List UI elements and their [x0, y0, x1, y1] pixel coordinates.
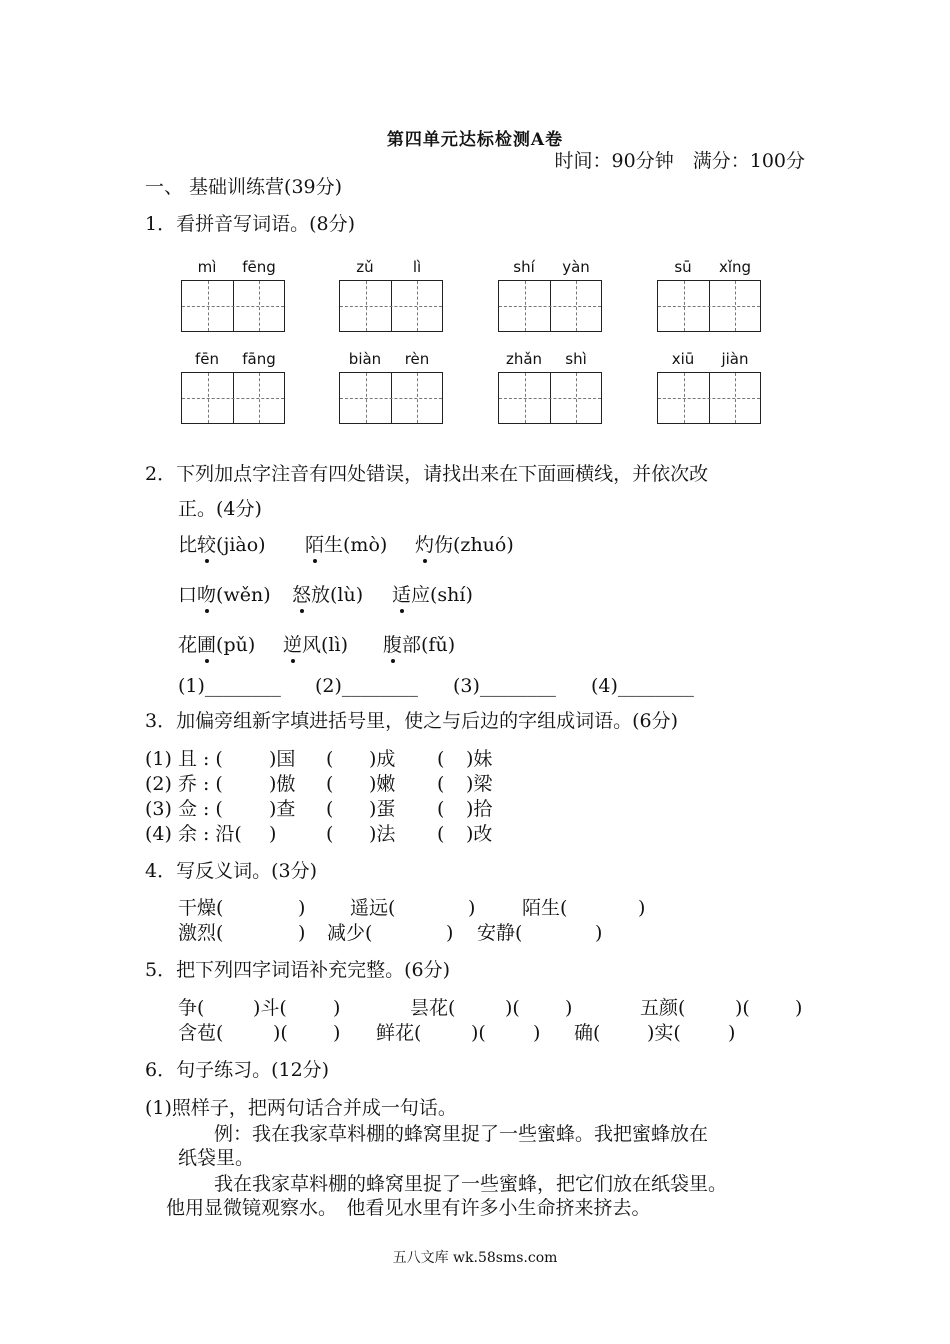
- word-pinyin: 应(shí): [411, 584, 473, 606]
- idiom-cell: )实(: [647, 1022, 681, 1044]
- radical-cell: (: [437, 798, 445, 820]
- antonym-cell: 陌生(: [522, 897, 568, 919]
- idiom-cell: ): [795, 997, 803, 1019]
- writing-grid[interactable]: [657, 280, 761, 332]
- answer-blank[interactable]: (1)________: [178, 675, 281, 697]
- dotted-character: 怒: [292, 584, 312, 606]
- answer-blank[interactable]: (3)________: [453, 675, 556, 697]
- question-2-label: 2．下列加点字注音有四处错误，请找出来在下面画横线，并依次改: [145, 463, 709, 485]
- word-pinyin: (jiào): [216, 534, 266, 556]
- example-answer: 我在我家草料棚的蜂窝里捉了一些蜜蜂，把它们放在纸袋里。: [214, 1173, 728, 1195]
- antonym-cell: ): [298, 922, 306, 944]
- writing-grid[interactable]: [498, 372, 602, 424]
- antonym-cell: ): [595, 922, 603, 944]
- dotted-character: 圃: [197, 634, 217, 656]
- idiom-cell: ): [333, 997, 341, 1019]
- antonym-cell: ): [638, 897, 646, 919]
- sub-question-1: (1)照样子，把两句话合并成一句话。: [145, 1097, 457, 1119]
- writing-grid[interactable]: [181, 372, 285, 424]
- writing-grid[interactable]: [657, 372, 761, 424]
- word-pinyin: 放(lù): [311, 584, 364, 606]
- word-pinyin: (wěn): [216, 584, 271, 606]
- idiom-cell: 含苞(: [178, 1022, 224, 1044]
- radical-cell: )法: [369, 823, 396, 845]
- idiom-cell: ): [333, 1022, 341, 1044]
- dotted-character: 灼: [415, 534, 435, 556]
- word-pinyin: (pǔ): [216, 634, 256, 656]
- radical-cell: )查: [269, 798, 296, 820]
- pinyin-label: xǐng: [718, 258, 752, 276]
- radical-cell: (: [326, 773, 334, 795]
- pinyin-label: yàn: [562, 258, 590, 276]
- question-6-label: 6．句子练习。(12分): [145, 1059, 330, 1081]
- pronunciation-item: [383, 633, 455, 657]
- pinyin-label: xiū: [671, 350, 695, 368]
- pinyin-label: fāng: [242, 350, 276, 368]
- time-info: 时间：90分钟 满分：100分: [554, 150, 805, 172]
- antonym-cell: 减少(: [327, 922, 373, 944]
- pronunciation-item: [415, 533, 514, 557]
- task-sentences: 他用显微镜观察水。 他看见水里有许多小生命挤来挤去。: [166, 1197, 651, 1219]
- radical-cell: (: [326, 823, 334, 845]
- pinyin-label: jiàn: [721, 350, 749, 368]
- pinyin-label: mì: [197, 258, 217, 276]
- pinyin-label: shì: [565, 350, 587, 368]
- question-2-label-cont: 正。(4分): [178, 498, 262, 520]
- pronunciation-item: [292, 583, 363, 607]
- word-pinyin: 部(fǔ): [402, 634, 456, 656]
- antonym-cell: 干燥(: [178, 897, 224, 919]
- radical-cell: (: [326, 798, 334, 820]
- dotted-character: 逆: [283, 634, 303, 656]
- writing-grid[interactable]: [339, 280, 443, 332]
- section-heading: 一、 基础训练营(39分): [145, 176, 343, 198]
- idiom-cell: 争(: [178, 997, 205, 1019]
- answer-blank[interactable]: (2)________: [315, 675, 418, 697]
- word-pinyin: 风(lì): [302, 634, 348, 656]
- idiom-cell: )(: [471, 1022, 486, 1044]
- radical-cell: (: [437, 748, 445, 770]
- word-pinyin: 生(mò): [324, 534, 388, 556]
- idiom-cell: )(: [735, 997, 750, 1019]
- example-line-cont: 纸袋里。: [178, 1147, 255, 1169]
- dotted-character: 腹: [383, 634, 403, 656]
- antonym-cell: ): [468, 897, 476, 919]
- writing-grid[interactable]: [498, 280, 602, 332]
- question-1-label: 1．看拼音写词语。(8分): [145, 213, 356, 235]
- antonym-cell: 遥远(: [350, 897, 396, 919]
- idiom-cell: )(: [273, 1022, 288, 1044]
- pronunciation-item: [305, 533, 387, 557]
- writing-grid[interactable]: [339, 372, 443, 424]
- radical-cell: (4) 余 : 沿(: [145, 823, 242, 845]
- idiom-cell: )(: [505, 997, 520, 1019]
- radical-cell: )国: [269, 748, 296, 770]
- idiom-cell: ): [565, 997, 573, 1019]
- pinyin-label: lì: [412, 258, 422, 276]
- dotted-character: 适: [392, 584, 412, 606]
- footer-watermark: 五八文库 wk.58sms.com: [392, 1250, 558, 1266]
- question-5-label: 5．把下列四字词语补充完整。(6分): [145, 959, 451, 981]
- pinyin-label: biàn: [348, 350, 382, 368]
- idiom-cell: ): [533, 1022, 541, 1044]
- idiom-cell: 鲜花(: [376, 1022, 422, 1044]
- dotted-character: 吻: [197, 584, 217, 606]
- radical-cell: (1) 且 : (: [145, 748, 223, 770]
- answer-blank[interactable]: (4)________: [591, 675, 694, 697]
- idiom-cell: )斗(: [253, 997, 287, 1019]
- radical-cell: )嫩: [369, 773, 396, 795]
- pinyin-label: shí: [513, 258, 535, 276]
- radical-cell: (3) 佥 : (: [145, 798, 223, 820]
- example-line: 例：我在我家草料棚的蜂窝里捉了一些蜜蜂。我把蜜蜂放在: [214, 1123, 709, 1145]
- pronunciation-item: [178, 583, 271, 607]
- word-prefix: 比: [178, 534, 198, 556]
- antonym-cell: ): [298, 897, 306, 919]
- radical-cell: )成: [369, 748, 396, 770]
- pinyin-label: sū: [674, 258, 692, 276]
- radical-cell: )蛋: [369, 798, 396, 820]
- radical-cell: ): [269, 823, 277, 845]
- question-3-label: 3．加偏旁组新字填进括号里，使之与后边的字组成词语。(6分): [145, 710, 679, 732]
- radical-cell: )傲: [269, 773, 296, 795]
- pinyin-label: zhǎn: [505, 350, 543, 368]
- word-prefix: 口: [178, 584, 198, 606]
- writing-grid[interactable]: [181, 280, 285, 332]
- pinyin-label: rèn: [404, 350, 430, 368]
- word-prefix: 花: [178, 634, 198, 656]
- pronunciation-item: [178, 533, 266, 557]
- radical-cell: )梁: [466, 773, 493, 795]
- radical-cell: (: [437, 823, 445, 845]
- question-4-label: 4．写反义词。(3分): [145, 860, 318, 882]
- pinyin-label: fēng: [242, 258, 276, 276]
- pronunciation-item: [178, 633, 255, 657]
- pronunciation-item: [392, 583, 473, 607]
- antonym-cell: 安静(: [477, 922, 523, 944]
- idiom-cell: 昙花(: [410, 997, 456, 1019]
- radical-cell: )改: [466, 823, 493, 845]
- idiom-cell: 五颜(: [640, 997, 686, 1019]
- dotted-character: 较: [197, 534, 217, 556]
- pinyin-label: zǔ: [356, 258, 374, 276]
- radical-cell: (: [437, 773, 445, 795]
- radical-cell: )拾: [466, 798, 493, 820]
- radical-cell: (: [326, 748, 334, 770]
- radical-cell: (2) 乔 : (: [145, 773, 223, 795]
- idiom-cell: ): [728, 1022, 736, 1044]
- idiom-cell: 确(: [574, 1022, 601, 1044]
- dotted-character: 陌: [305, 534, 325, 556]
- pinyin-label: fēn: [194, 350, 220, 368]
- antonym-cell: 激烈(: [178, 922, 224, 944]
- page-title: 第四单元达标检测A卷: [386, 130, 564, 150]
- word-pinyin: 伤(zhuó): [434, 534, 514, 556]
- radical-cell: )妹: [466, 748, 493, 770]
- pronunciation-item: [283, 633, 348, 657]
- antonym-cell: ): [446, 922, 454, 944]
